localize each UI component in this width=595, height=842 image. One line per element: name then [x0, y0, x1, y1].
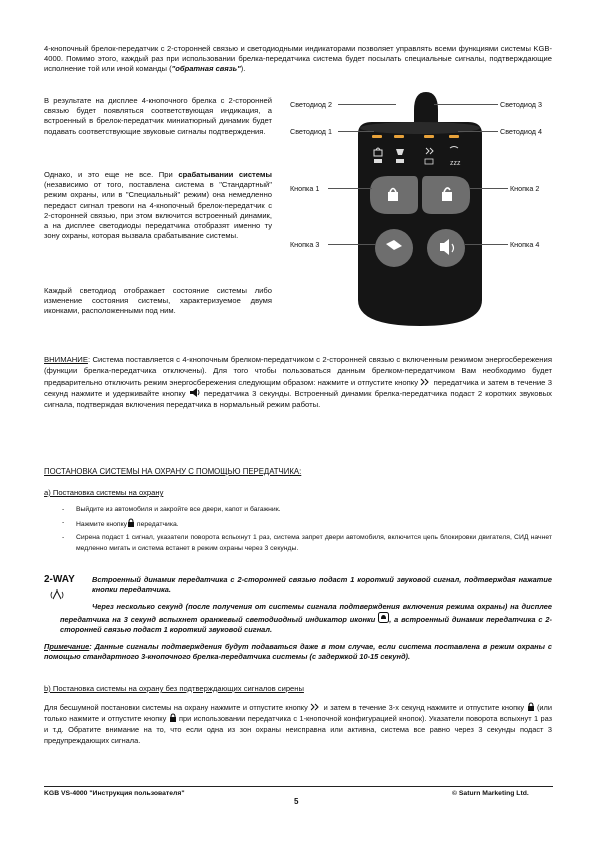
- label-led-2: Светодиод 2: [290, 100, 332, 109]
- alarm-bell-icon: [378, 612, 389, 623]
- attention-label: ВНИМАНИЕ: [44, 355, 88, 364]
- label-button-2: Кнопка 2: [510, 184, 540, 193]
- twoway-paragraph-2: Через несколько секунд (после получения от системы сигнала подтверждения включения режима охраны) на дисплее передатчика на 3 секунд вспыхнет оранжевый светодиодный индикатор иконки , а встроенный динамик передатчика с 2-сторонней связью подаст 1 короткий звуковой сигнал.: [60, 602, 553, 635]
- footer-left: KGB VS-4000 "Инструкция пользователя": [44, 790, 185, 797]
- remote-figure: [288, 88, 550, 333]
- lock-closed-icon: [169, 713, 177, 722]
- footer-right: © Saturn Marketing Ltd.: [452, 790, 529, 797]
- twoway-tag: 2-WAY: [44, 574, 75, 585]
- lock-closed-icon: [127, 518, 135, 527]
- leader-led-3: [434, 104, 498, 105]
- subsection-b-title: b) Постановка системы на охрану без подтверждающих сигналов сирены: [44, 684, 304, 693]
- subsection-a-title: а) Постановка системы на охрану: [44, 488, 164, 497]
- led-1: [372, 135, 382, 138]
- leader-button-4: [465, 244, 508, 245]
- attention-paragraph: ВНИМАНИЕ: Система поставляется с 4-кнопочным брелком-передатчиком с 2-сторонней связью с включенным режимом энергосбережения (функции брелка-передатчика отключены). Для того чтобы пользоваться данным брелком-передатчиком Вам необходимо будет предварительно отключить режим энергосбережения следующим образом: нажмите и отпустите кнопку передатчика и затем в течение 3 секунд нажмите и удерживайте кнопку передатчика 3 секунды. Встроенный динамик брелка-передатчика подаст 2 коротких звуковых сигнала, подтверждая включения передатчика в нормальный режим работы.: [44, 355, 552, 410]
- intro-paragraph: 4-кнопочный брелок-передатчик с 2-сторонней связью и светодиодными индикаторами позволяет управлять всеми функциями системы KGB-4000. Помимо этого, каждый раз при использовании брелка-передатчика система будет посылать специальные сигналы, подтверждающие исполнение той или иной команды ("обратная связь").: [44, 44, 552, 74]
- label-led-1: Светодиод 1: [290, 127, 332, 136]
- subsection-b-paragraph: Для бесшумной постановки системы на охрану нажмите и отпустите кнопку и затем в течение 3-х секунд нажмите и отпустите кнопку (или только нажмите и отпустите кнопку при использовании передатчика с 1-кнопочной конфигурацией кнопок). Указатели поворота вспыхнут 1 раз и т.д. Обратите внимание на то, что если одна из зон охраны неисправна или активна, система все равно через 3 секунды подаст 3 предупреждающих сигнала.: [44, 703, 552, 745]
- leader-led-1: [338, 131, 374, 132]
- led-2: [394, 135, 404, 138]
- led-3: [424, 135, 434, 138]
- intro-italic: "обратная связь": [171, 64, 241, 74]
- leader-led-2: [338, 104, 396, 105]
- footer-divider: [44, 786, 553, 787]
- list-item: - Сирена подаст 1 сигнал, указатели поворота вспыхнут 1 раз, система запрет двери автомобиля, включится цепь блокировки двигателя, СИД начнет медленно мигать и система встанет в режим охраны через 3 секунды.: [44, 533, 552, 553]
- twoway-paragraph-1: Встроенный динамик передатчика с 2-сторонней связью подаст 1 короткий звуковой сигнал, подтверждая нажатие кнопки передатчика.: [92, 575, 552, 595]
- label-button-3: Кнопка 3: [290, 240, 320, 249]
- lock-open-icon: [442, 192, 452, 201]
- section-title: ПОСТАНОВКА СИСТЕМЫ НА ОХРАНУ С ПОМОЩЬЮ ПЕРЕДАТЧИКА:: [44, 467, 302, 476]
- page-number: 5: [294, 797, 299, 806]
- led-4: [449, 135, 459, 138]
- speaker-icon: [189, 388, 201, 397]
- label-button-1: Кнопка 1: [290, 184, 320, 193]
- list-item: - Выйдите из автомобиля и закройте все двери, капот и багажник.: [44, 505, 552, 515]
- label-button-4: Кнопка 4: [510, 240, 540, 249]
- note-label: Примечание: [44, 642, 90, 651]
- left-paragraph-2: Однако, и это еще не все. При срабатывании системы (независимо от того, поставлена система в "Стандартный" режим охраны, или в "Специальный" режим) она немедленно передаст сигнал тревоги на 4-кнопочный брелок-передатчик с 2-сторонней связью, при этом включится встроенный динамик, а на дисплее светодиоды передатчика отобразят именно ту зону охраны, которая вызвала срабатывание системы.: [44, 170, 272, 241]
- leader-button-3: [328, 244, 376, 245]
- door-status-icon: [396, 159, 404, 163]
- antenna-signal-icon: [50, 588, 64, 600]
- list-item: - Нажмите кнопку передатчика.: [44, 518, 552, 530]
- lock-closed-icon: [388, 192, 398, 201]
- leader-button-2: [470, 188, 508, 189]
- leader-led-4: [458, 131, 498, 132]
- remote-body: [358, 122, 482, 326]
- car-status-icon: [374, 159, 382, 163]
- label-led-4: Светодиод 4: [500, 127, 542, 136]
- zzz-icon: zzz: [450, 160, 461, 167]
- subsection-a-list: [44, 505, 552, 554]
- label-led-3: Светодиод 3: [500, 100, 542, 109]
- remote-wave-icon: [420, 378, 431, 386]
- remote-illustration: [288, 88, 550, 333]
- left-paragraph-1: В результате на дисплее 4-кнопочного брелка с 2-сторонней связью будет появляться соответствующая индикация, а встроенный в брелок-передатчик миниатюрный динамик будет подавать соответствующие звуковые сигналы подтверждения.: [44, 96, 272, 136]
- leader-button-1: [328, 188, 372, 189]
- remote-wave-icon: [310, 703, 321, 711]
- note-paragraph: Примечание: Данные сигналы подтверждения будут подаваться даже в том случае, если система поставлена в режим охраны с помощью стандартного 3-кнопочного брелка-передатчика системы (с задержкой 10-15 секунд).: [44, 642, 552, 662]
- left-paragraph-3: Каждый светодиод отображает состояние системы либо изменение состояния системы, характеризуемое двумя иконками, расположенными под ним.: [44, 286, 272, 316]
- lock-closed-icon: [527, 702, 535, 711]
